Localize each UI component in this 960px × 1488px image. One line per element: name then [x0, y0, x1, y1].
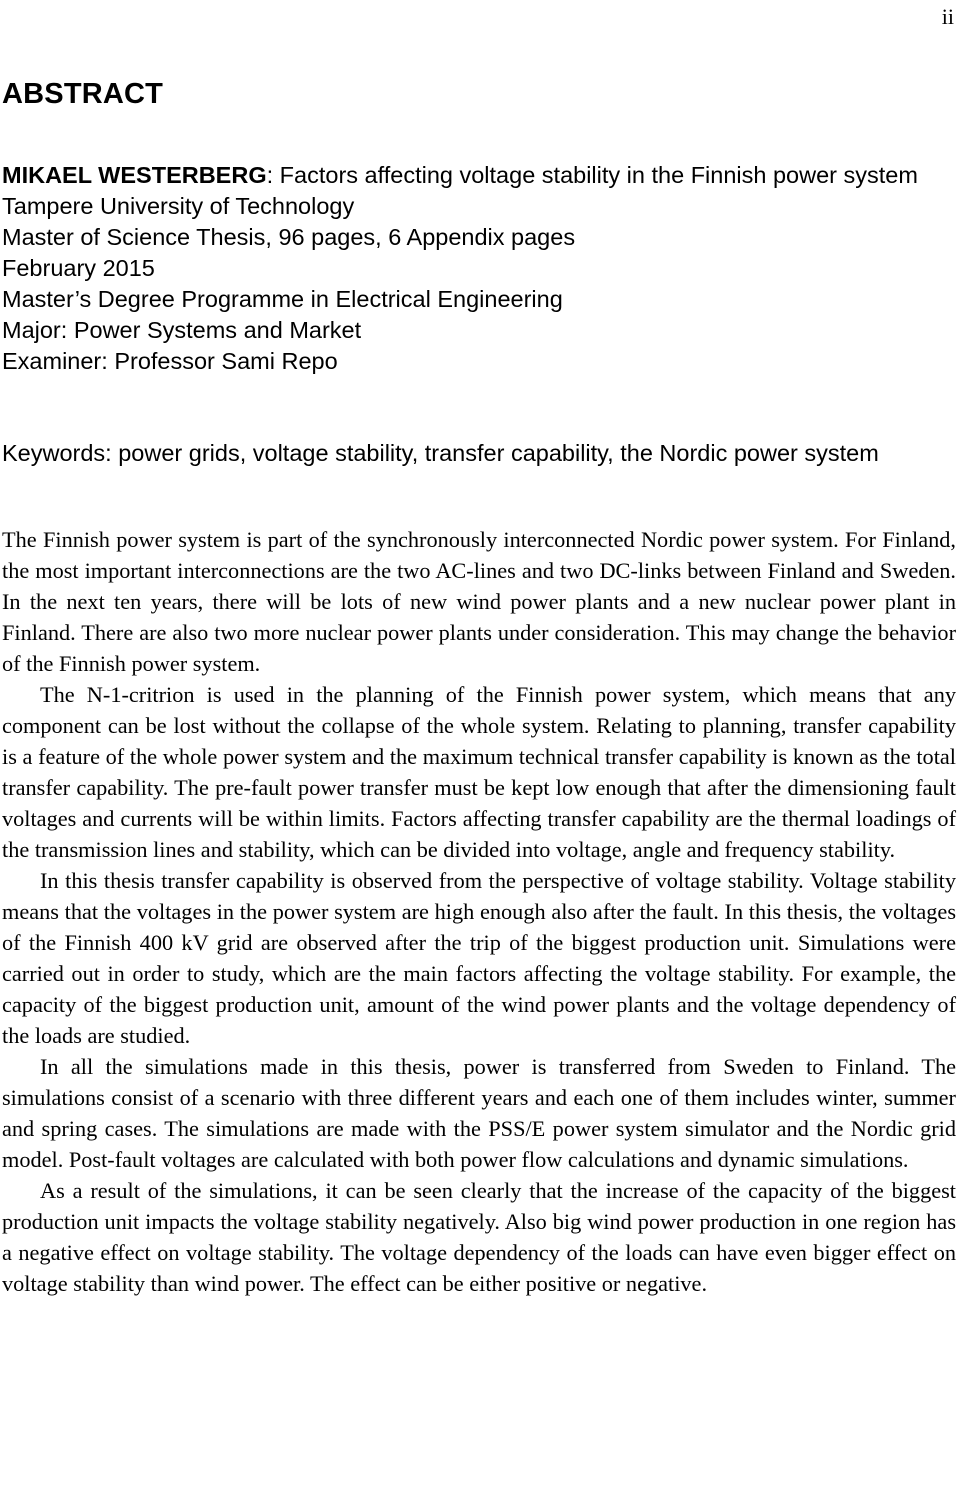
- university: Tampere University of Technology: [2, 193, 355, 219]
- thesis-info: [2, 160, 952, 377]
- keywords: Keywords: power grids, voltage stability, transfer capability, the Nordic power system: [2, 440, 879, 466]
- abstract-paragraph-1: The Finnish power system is part of the synchronously interconnected Nordic power system. For Finland, the most important interconnections are the two AC-lines and two DC-links between Finland and Sweden. In the next ten years, there will be lots of new wind power plants and a new nuclear power plant in Finland. There are also two more nuclear power plants under consideration. This may change the behavior of the Finnish power system.: [2, 527, 956, 676]
- abstract-paragraph-5: As a result of the simulations, it can be seen clearly that the increase of the capacity of the biggest production unit impacts the voltage stability negatively. Also big wind power production in one region has a negative effect on voltage stability. The voltage dependency of the loads can have even bigger effect on voltage stability than wind power. The effect can be either positive or negative.: [2, 1178, 956, 1296]
- abstract-paragraph-2: The N-1-critrion is used in the planning of the Finnish power system, which means that any component can be lost without the collapse of the whole system. Relating to planning, transfer capability is a feature of the whole power system and the maximum technical transfer capability is known as the total transfer capability. The pre-fault power transfer must be kept low enough that after the dimensioning fault voltages and currents will be within limits. Factors affecting transfer capability are the thermal loadings of the transmission lines and stability, which can be divided into voltage, angle and frequency stability.: [2, 682, 956, 862]
- degree-programme: Master’s Degree Programme in Electrical Engineering: [2, 286, 563, 312]
- page-number: ii: [941, 4, 954, 29]
- thesis-type: Master of Science Thesis, 96 pages, 6 Appendix pages: [2, 224, 576, 250]
- abstract-paragraph-4: In all the simulations made in this thesis, power is transferred from Sweden to Finland. The simulations consist of a scenario with three different years and each one of them includes winter, summer and spring cases. The simulations are made with the PSS/E power system simulator and the Nordic grid model. Post-fault voltages are calculated with both power flow calculations and dynamic simulations.: [2, 1054, 956, 1172]
- abstract-body: [2, 524, 956, 1299]
- author-name: MIKAEL WESTERBERG: [2, 162, 267, 188]
- abstract-paragraph-3: In this thesis transfer capability is observed from the perspective of voltage stability. Voltage stability means that the voltages in the power system are high enough also after the fault. In this thesis, the voltages of the Finnish 400 kV grid are observed after the trip of the biggest production unit. Simulations were carried out in order to study, which are the main factors affecting the voltage stability. For example, the capacity of the biggest production unit, amount of the wind power plants and the voltage dependency of the loads are studied.: [2, 868, 956, 1048]
- major: Major: Power Systems and Market: [2, 317, 362, 343]
- examiner: Examiner: Professor Sami Repo: [2, 348, 338, 374]
- thesis-title-line: [2, 160, 952, 191]
- thesis-title: : Factors affecting voltage stability in the Finnish power system: [266, 162, 918, 188]
- abstract-heading: ABSTRACT: [2, 78, 164, 110]
- thesis-date: February 2015: [2, 255, 155, 281]
